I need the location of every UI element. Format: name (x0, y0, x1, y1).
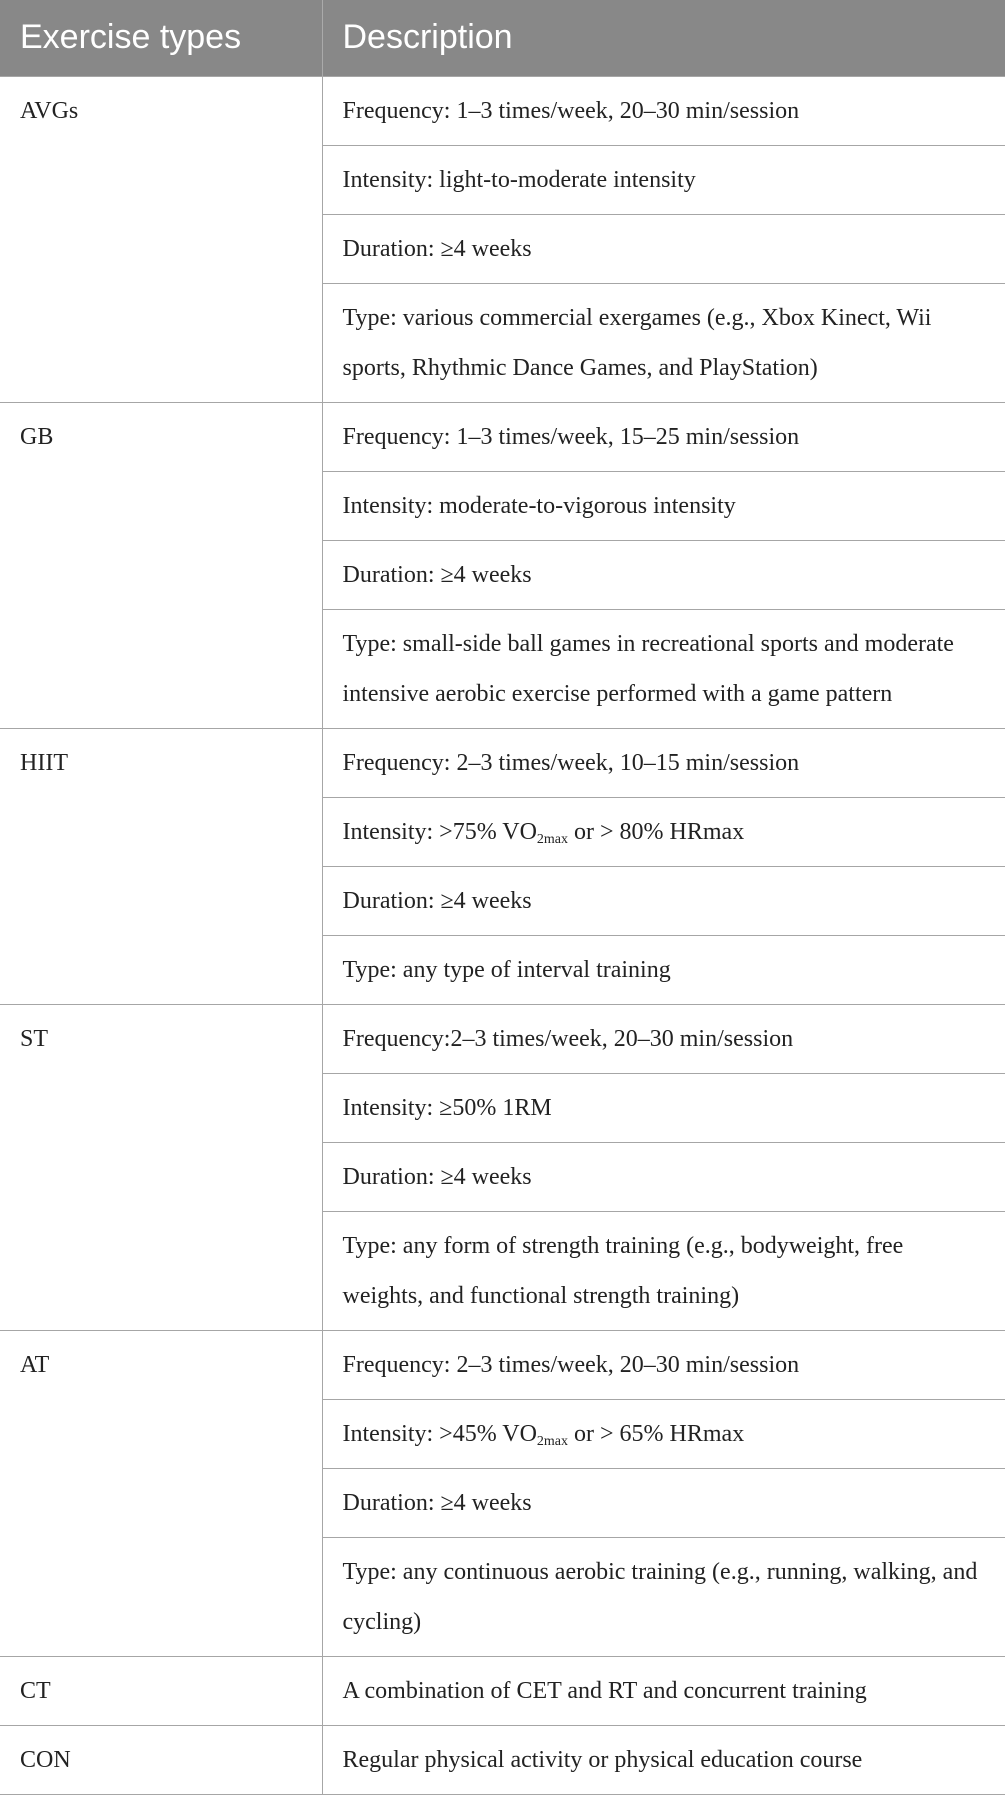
table-row (0, 1004, 1005, 1073)
description-cell: Frequency: 2–3 times/week, 10–15 min/session (322, 728, 1005, 797)
description-cell: Frequency: 1–3 times/week, 15–25 min/session (322, 402, 1005, 471)
table-row (0, 402, 1005, 471)
exercise-type-cell: CT (0, 1656, 322, 1725)
description-cell: Regular physical activity or physical education course (322, 1725, 1005, 1794)
description-cell: Duration: ≥4 weeks (322, 1142, 1005, 1211)
description-cell (322, 797, 1005, 866)
exercise-type-cell: CON (0, 1725, 322, 1794)
description-cell: Frequency: 2–3 times/week, 20–30 min/session (322, 1330, 1005, 1399)
table-body (0, 76, 1005, 1794)
table-row (0, 1330, 1005, 1399)
description-cell: Frequency: 1–3 times/week, 20–30 min/session (322, 76, 1005, 145)
exercise-type-cell: HIIT (0, 728, 322, 1004)
header-row (0, 0, 1005, 76)
subscript-text: 2max (536, 831, 569, 847)
table-row (0, 1656, 1005, 1725)
description-cell: Intensity: moderate-to-vigorous intensity (322, 471, 1005, 540)
description-cell: Intensity: ≥50% 1RM (322, 1073, 1005, 1142)
description-cell: Duration: ≥4 weeks (322, 540, 1005, 609)
table-row (0, 1725, 1005, 1794)
description-text: or > 80% HRmax (568, 818, 745, 845)
description-cell: Duration: ≥4 weeks (322, 866, 1005, 935)
exercise-type-cell: AT (0, 1330, 322, 1656)
description-cell: Type: small-side ball games in recreational sports and moderate intensive aerobic exercise performed with a game pattern (322, 609, 1005, 728)
description-cell: Intensity: light-to-moderate intensity (322, 145, 1005, 214)
header-exercise-types: Exercise types (0, 0, 322, 76)
description-cell: Type: any type of interval training (322, 935, 1005, 1004)
exercise-type-cell: AVGs (0, 76, 322, 402)
description-text: or > 65% HRmax (568, 1420, 745, 1447)
description-cell: Type: any continuous aerobic training (e.g., running, walking, and cycling) (322, 1537, 1005, 1656)
description-cell: A combination of CET and RT and concurrent training (322, 1656, 1005, 1725)
description-cell: Frequency:2–3 times/week, 20–30 min/session (322, 1004, 1005, 1073)
header-description: Description (322, 0, 1005, 76)
description-cell: Duration: ≥4 weeks (322, 214, 1005, 283)
table-header (0, 0, 1005, 76)
description-cell: Duration: ≥4 weeks (322, 1468, 1005, 1537)
table-row (0, 76, 1005, 145)
table-row (0, 728, 1005, 797)
description-text: Intensity: >75% VO (342, 818, 537, 845)
description-cell (322, 1399, 1005, 1468)
exercise-type-cell: ST (0, 1004, 322, 1330)
description-cell: Type: various commercial exergames (e.g., Xbox Kinect, Wii sports, Rhythmic Dance Games, and PlayStation) (322, 283, 1005, 402)
description-text: Intensity: >45% VO (342, 1420, 537, 1447)
description-cell: Type: any form of strength training (e.g., bodyweight, free weights, and functional strength training) (322, 1211, 1005, 1330)
exercise-type-cell: GB (0, 402, 322, 728)
subscript-text: 2max (536, 1433, 569, 1449)
